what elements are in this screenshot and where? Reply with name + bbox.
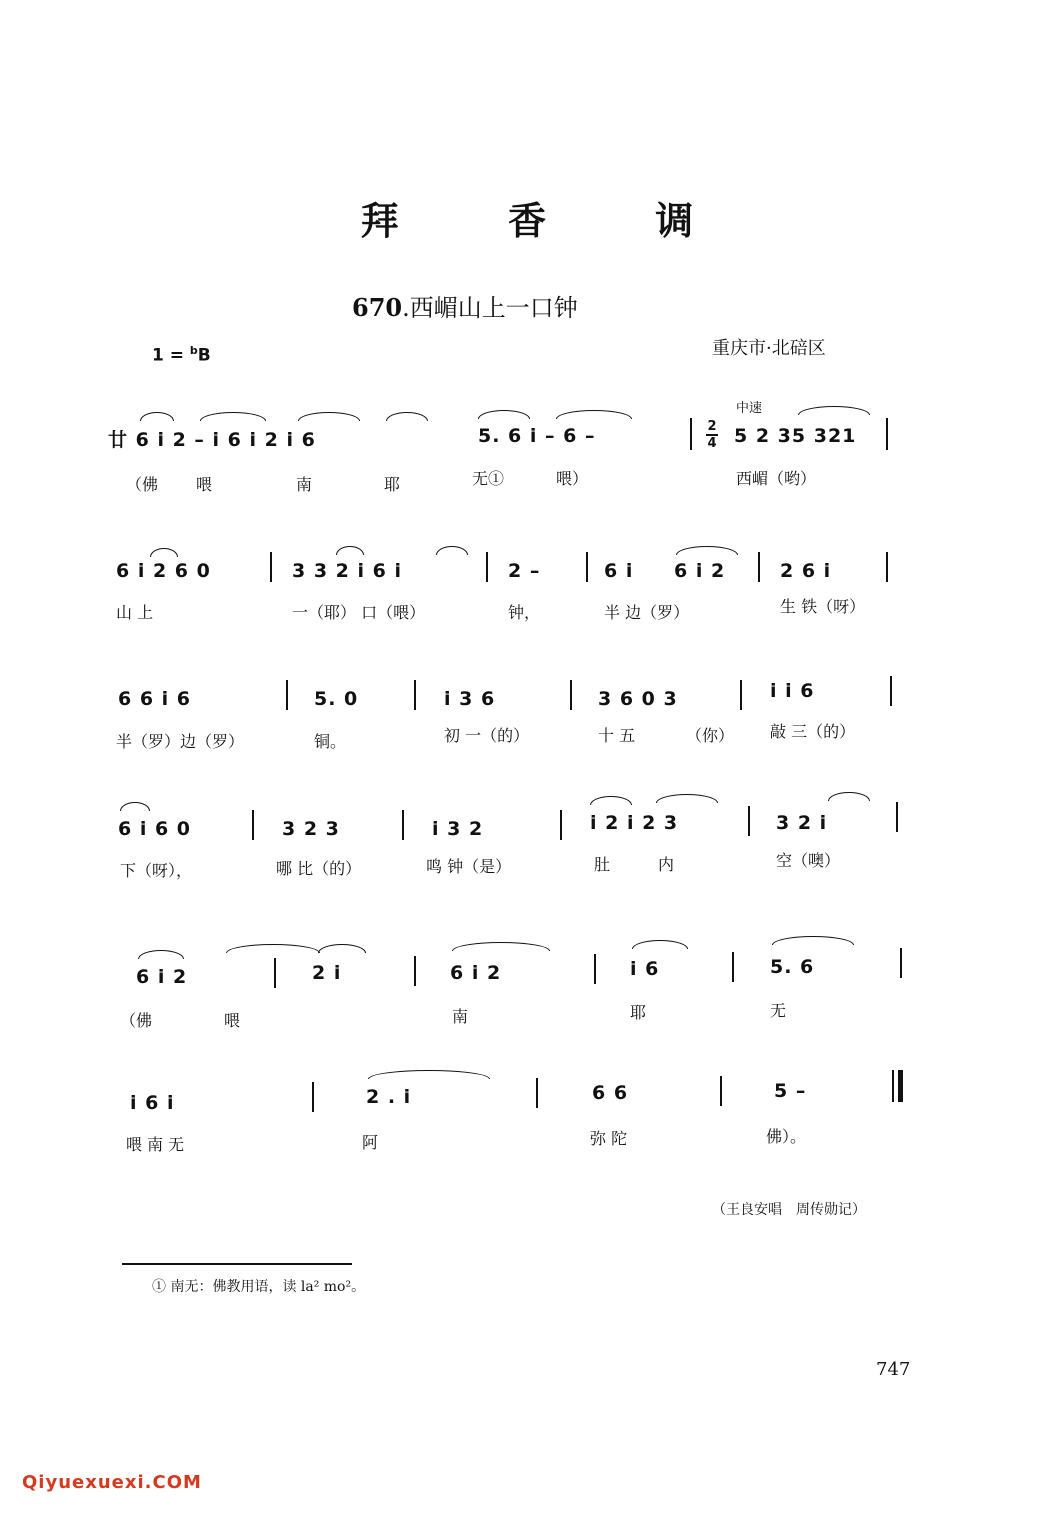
barline xyxy=(900,948,902,978)
notes-s5-m1: 6 i 2 xyxy=(136,966,188,988)
lyric: 生 铁（呀） xyxy=(780,597,866,616)
notes-s6-m1: i 6 i xyxy=(130,1092,175,1114)
lyric: 铜。 xyxy=(314,732,347,751)
notes-s3-m3: i 3 6 xyxy=(444,688,496,710)
slur xyxy=(436,546,468,555)
barline xyxy=(252,810,254,840)
slur xyxy=(318,944,366,953)
lyric: 喂 xyxy=(196,475,213,494)
notes-s3-m5: i i 6 xyxy=(770,680,815,702)
slur xyxy=(632,940,688,949)
slur xyxy=(452,942,550,951)
notes-s2-m6: 2 6 i xyxy=(780,560,832,582)
notes-s2-m5: 6 i 2 xyxy=(674,560,726,582)
notes-s5-m3: 6 i 2 xyxy=(450,962,502,984)
barline xyxy=(560,810,562,840)
notes-s3-m2: 5. 0 xyxy=(314,688,359,710)
slur xyxy=(138,950,184,959)
notes-s1-m2: 5. 6 i – 6 – xyxy=(478,425,596,447)
lyric: 钟， xyxy=(508,603,541,622)
slur xyxy=(478,410,530,419)
lyric: 耶 xyxy=(630,1003,647,1022)
barline xyxy=(570,680,572,710)
page-number: 747 xyxy=(876,1359,911,1380)
barline xyxy=(414,956,416,986)
notes-s4-m1: 6 i 6 0 xyxy=(118,818,192,840)
footnote-rule xyxy=(122,1263,352,1265)
lyric: 下（呀）， xyxy=(120,861,193,880)
barline xyxy=(414,680,416,710)
barline xyxy=(270,552,272,582)
notes-s3-m4: 3 6 0 3 xyxy=(598,688,678,710)
slur xyxy=(556,410,632,419)
key-note: B xyxy=(197,345,211,366)
slur xyxy=(676,546,738,555)
barline xyxy=(486,552,488,582)
slur xyxy=(368,1070,490,1079)
slur xyxy=(200,412,266,421)
barline xyxy=(886,418,888,450)
slur xyxy=(120,802,150,811)
barline xyxy=(896,802,898,832)
notes-s6-m3: 6 6 xyxy=(592,1082,629,1104)
notes-s3-m1: 6 6 i 6 xyxy=(118,688,192,710)
performer-credit: （王良安唱 周传勋记） xyxy=(712,1202,866,1218)
barline xyxy=(758,552,760,582)
slur xyxy=(336,546,364,555)
final-barline-thin xyxy=(892,1070,894,1102)
song-heading: 670.西嵋山上一口钟 xyxy=(352,293,578,322)
site-watermark: Qiyuexuexi.COM xyxy=(22,1472,202,1493)
barline xyxy=(594,954,596,984)
slur xyxy=(150,548,178,557)
lyric: 西嵋（哟） xyxy=(736,469,817,488)
song-name: 西嵋山上一口钟 xyxy=(409,294,578,322)
region-label: 重庆市·北碚区 xyxy=(712,338,826,359)
slur xyxy=(798,406,870,415)
slur xyxy=(772,936,854,945)
lyric: 空（噢） xyxy=(776,851,841,870)
lyric: 阿 xyxy=(362,1133,379,1152)
footnote: ① 南无：佛教用语，读 la² mo²。 xyxy=(152,1279,366,1295)
notes-s6-m4: 5 – xyxy=(774,1080,807,1102)
lyric: 喂） xyxy=(556,469,589,488)
barline xyxy=(740,680,742,710)
key-prefix: 1 = xyxy=(152,345,190,366)
lyric: 十 五 xyxy=(598,726,636,745)
lyric: 弥 陀 xyxy=(590,1129,628,1148)
barline xyxy=(890,676,892,706)
lyric: 一（耶） 口（喂） xyxy=(292,603,426,622)
notes-s5-m5: 5. 6 xyxy=(770,956,815,978)
notes-s2-m4: 6 i xyxy=(604,560,634,582)
notes-s1-m3: 5 2 35 321 xyxy=(734,425,857,447)
lyric: 无① xyxy=(472,469,505,488)
notes-s1-m1: 廿 6 i 2 – i 6 i 2 i 6 xyxy=(108,429,316,451)
key-flat: b xyxy=(189,344,198,357)
notes-s2-m1: 6 i 2 6 0 xyxy=(116,560,211,582)
notes-s2-m2: 3 3 2 i 6 i xyxy=(292,560,402,582)
page-title: 拜 香 调 xyxy=(360,198,742,243)
barline xyxy=(286,680,288,710)
notes-s4-m3: i 3 2 xyxy=(432,818,484,840)
lyric: 鸣 钟（是） xyxy=(426,857,512,876)
time-signature: 2 4 xyxy=(707,419,717,451)
notes-s6-m2: 2 . i xyxy=(366,1086,412,1108)
lyric: 南 xyxy=(452,1007,469,1026)
notes-s5-m4: i 6 xyxy=(630,958,660,980)
lyric: 初 一（的） xyxy=(444,726,530,745)
lyric: 佛）。 xyxy=(766,1127,807,1146)
lyric: 喂 xyxy=(224,1011,241,1030)
lyric: （佛 xyxy=(120,1011,153,1030)
barline xyxy=(886,552,888,582)
barline xyxy=(720,1076,722,1106)
lyric: 半（罗）边（罗） xyxy=(116,732,245,751)
notes-s4-m5: 3 2 i xyxy=(776,812,828,834)
slur xyxy=(656,794,718,803)
slur xyxy=(226,944,320,953)
slur xyxy=(386,412,428,421)
key-signature xyxy=(152,344,211,366)
final-barline-thick xyxy=(898,1070,903,1102)
lyric: 敲 三（的） xyxy=(770,722,856,741)
slur xyxy=(828,792,870,801)
barline xyxy=(402,810,404,840)
notes-s4-m2: 3 2 3 xyxy=(282,818,340,840)
lyric: 内 xyxy=(658,855,675,874)
barline xyxy=(748,806,750,836)
barline xyxy=(732,952,734,982)
slur xyxy=(140,412,174,421)
lyric: 山 上 xyxy=(116,603,154,622)
barline xyxy=(312,1082,314,1112)
barline xyxy=(586,552,588,582)
barline xyxy=(536,1078,538,1108)
tempo-marking: 中速 xyxy=(736,401,763,416)
lyric: （佛 xyxy=(126,475,159,494)
song-number: 670 xyxy=(352,293,403,322)
barline xyxy=(690,418,692,450)
lyric: （你） xyxy=(686,726,735,745)
slur xyxy=(590,796,632,805)
lyric: 南 xyxy=(296,475,313,494)
notes-s5-m2: 2 i xyxy=(312,962,342,984)
lyric: 无 xyxy=(770,1001,787,1020)
lyric: 喂 南 无 xyxy=(126,1135,185,1154)
lyric: 半 边（罗） xyxy=(604,603,690,622)
lyric: 耶 xyxy=(384,475,401,494)
slur xyxy=(298,412,360,421)
lyric: 肚 xyxy=(594,855,611,874)
notes-s2-m3: 2 – xyxy=(508,560,541,582)
notes-s4-m4: i 2 i 2 3 xyxy=(590,812,679,834)
lyric: 哪 比（的） xyxy=(276,859,362,878)
barline xyxy=(274,958,276,988)
